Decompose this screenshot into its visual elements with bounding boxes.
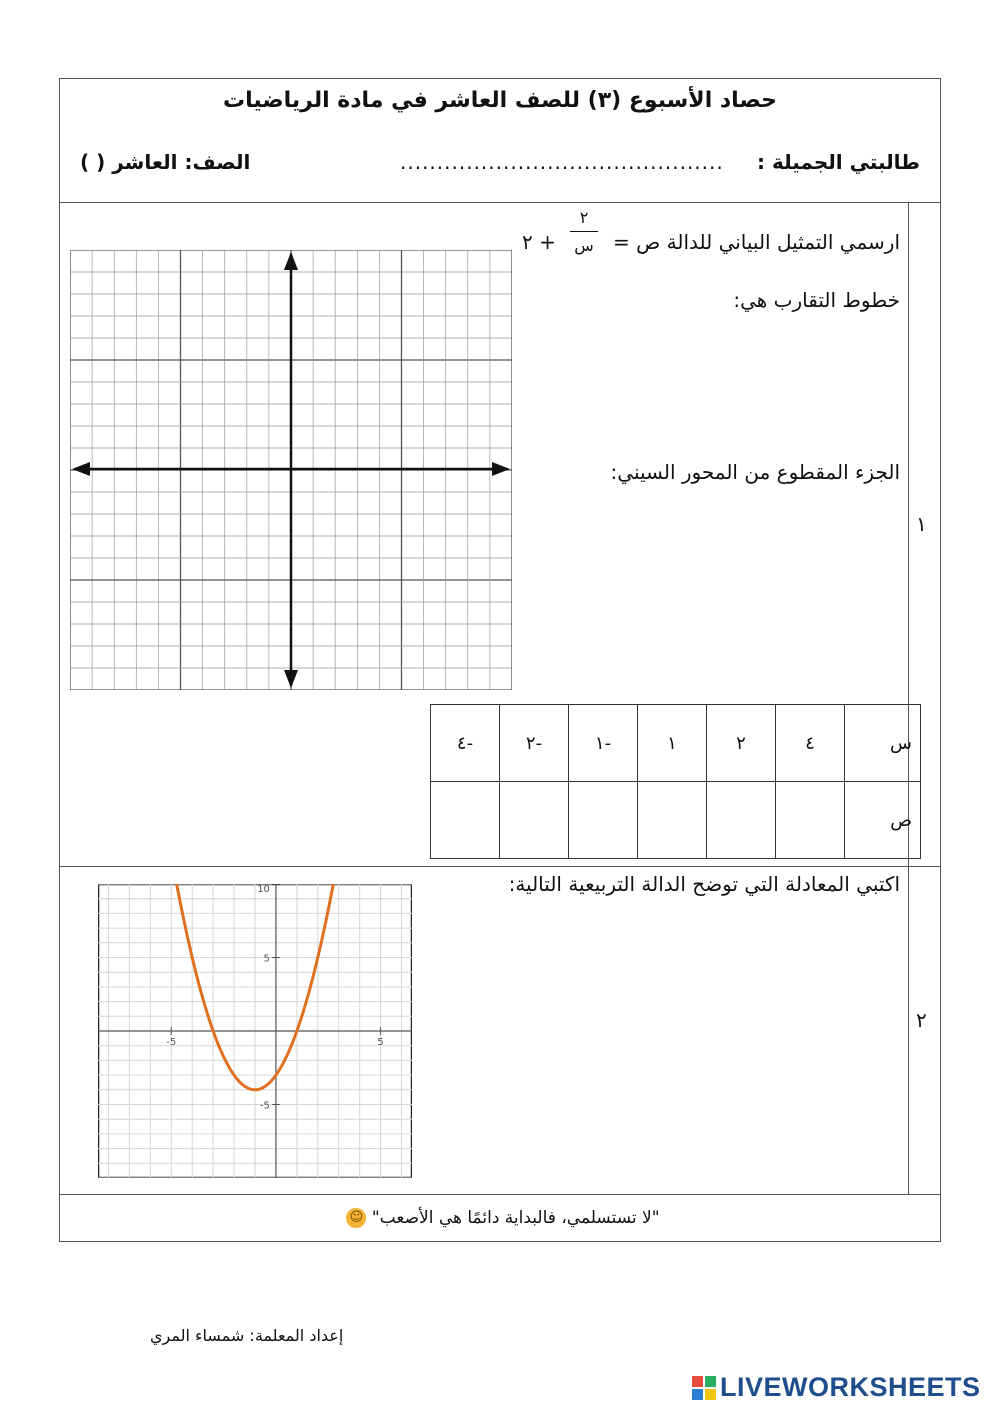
y-axis-down-arrow (284, 670, 298, 688)
q1-fraction (570, 208, 598, 255)
teacher-credit: إعداد المعلمة: شمساء المري (150, 1326, 344, 1345)
y-answer-cell[interactable] (500, 782, 569, 859)
x-tick-label: 5 (377, 1037, 384, 1048)
y-answer-cell[interactable] (707, 782, 776, 859)
x-value-cell: -٤ (431, 705, 500, 782)
y-answer-cell[interactable] (431, 782, 500, 859)
x-value-cell: ٢ (707, 705, 776, 782)
y-answer-cell[interactable] (569, 782, 638, 859)
q1-plus-term: + ٢ (522, 230, 556, 254)
smile-emoji-icon: ☺ (346, 1208, 366, 1228)
x-row (431, 705, 921, 782)
question-number-1: ١ (916, 512, 927, 536)
liveworksheets-logo-icon (692, 1376, 716, 1400)
divider-q1-q2 (59, 866, 941, 867)
y-axis-up-arrow (284, 252, 298, 270)
y-row (431, 782, 921, 859)
motivational-quote (59, 1208, 941, 1228)
x-axis-left-arrow (72, 462, 90, 476)
worksheet-title: حصاد الأسبوع (٣) للصف العاشر في مادة الرياضيات (223, 88, 777, 113)
asymptotes-label: خطوط التقارب هي: (733, 288, 900, 312)
blank-graph-grid[interactable] (70, 250, 512, 690)
q1-prompt: ارسمي التمثيل البياني للدالة ص = (612, 230, 900, 254)
parabola-chart (98, 884, 412, 1178)
question-number-2: ٢ (916, 1008, 927, 1032)
x-value-cell: -١ (569, 705, 638, 782)
y-answer-cell[interactable] (638, 782, 707, 859)
divider-q2-footer (59, 1194, 941, 1195)
x-intercept-label: الجزء المقطوع من المحور السيني: (610, 460, 900, 484)
y-tick-label: 10 (257, 884, 270, 895)
fraction-bar (570, 231, 598, 232)
values-table (430, 704, 921, 859)
student-name-label: طالبتي الجميلة : (757, 150, 920, 174)
x-value-cell: -٢ (500, 705, 569, 782)
brand-name[interactable]: LIVEWORKSHEETS (720, 1372, 981, 1402)
x-value-cell: ٤ (776, 705, 845, 782)
x-value-cell: ١ (638, 705, 707, 782)
x-row-label: س (845, 705, 921, 782)
number-column-divider (908, 202, 909, 1194)
divider-header (59, 202, 941, 203)
x-tick-label: -5 (166, 1037, 177, 1048)
q2-prompt: اكتبي المعادلة التي توضح الدالة التربيعية التالية: (508, 872, 900, 896)
student-name-field[interactable]: ............................................ (400, 150, 724, 174)
y-row-label: ص (845, 782, 921, 859)
fraction-numerator: ٢ (579, 208, 589, 227)
y-answer-cell[interactable] (776, 782, 845, 859)
y-tick-label: -5 (259, 1100, 270, 1112)
y-tick-label: 5 (263, 953, 270, 965)
x-axis-right-arrow (492, 462, 510, 476)
fraction-denominator: س (574, 236, 594, 255)
quote-text: "لا تستسلمي، فالبداية دائمًا هي الأصعب" (371, 1208, 660, 1228)
class-label[interactable]: الصف: العاشر ( ) (80, 150, 251, 174)
